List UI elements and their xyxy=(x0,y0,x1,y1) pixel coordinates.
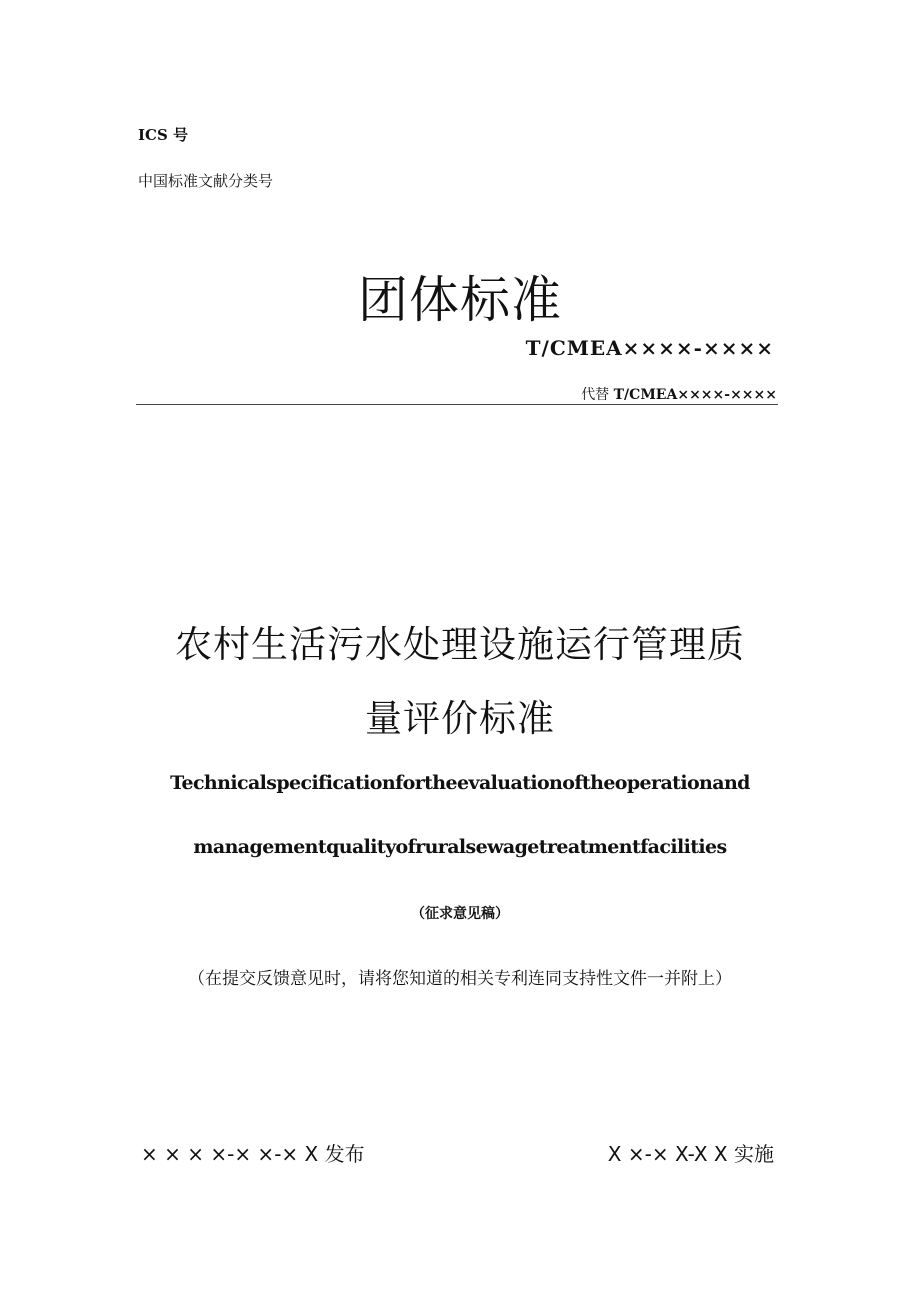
english-title-line-2: managementqualityofruralsewagetreatmentfacilities xyxy=(193,836,727,858)
publish-date: × × × ×-× ×-× X 发布 xyxy=(141,1142,365,1166)
chinese-title-line-1: 农村生活污水处理设施运行管理质 xyxy=(175,623,745,666)
implementation-date: X ×-× X-X X 实施 xyxy=(607,1142,774,1166)
ics-number: ICS 号 xyxy=(138,126,189,144)
draft-status: （征求意见稿） xyxy=(411,906,509,922)
header-divider xyxy=(136,404,778,405)
chinese-title-line-2: 量评价标准 xyxy=(365,697,555,740)
standard-number: T/CMEA××××-×××× xyxy=(525,336,774,360)
ccs-classification: 中国标准文献分类号 xyxy=(138,172,274,190)
english-title-line-1: Technicalspecificationfortheevaluationoftheoperationand xyxy=(170,772,750,794)
replaces-line xyxy=(581,384,777,404)
submission-note: （在提交反馈意见时，请将您知道的相关专利连同支持性文件一并附上） xyxy=(188,969,732,989)
document-type-heading: 团体标准 xyxy=(358,271,562,329)
replaces-label: 代替 xyxy=(581,387,610,403)
replaces-number: T/CMEA××××-×××× xyxy=(613,387,777,403)
